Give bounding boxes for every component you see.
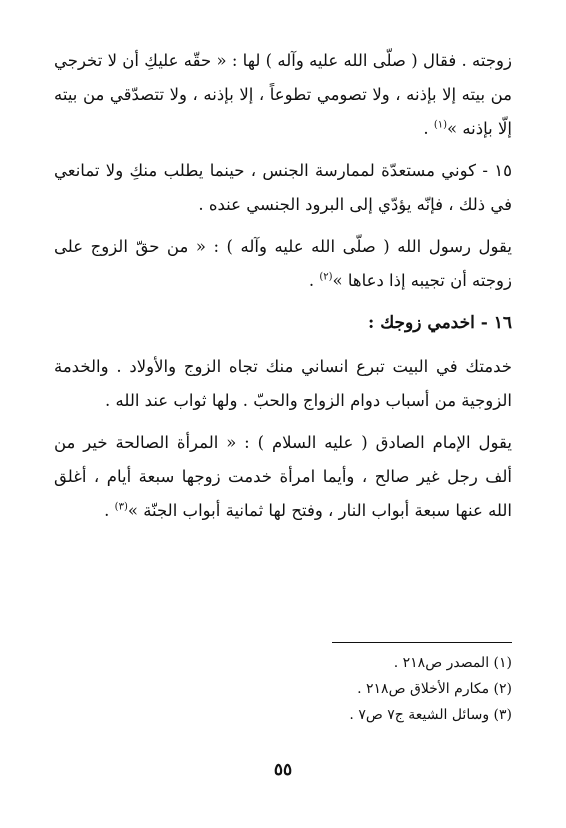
paragraph-3 (54, 230, 512, 298)
paragraph-1-end: . (423, 119, 434, 138)
main-text (54, 44, 512, 536)
footnote-1: (١) المصدر ص٢١٨ . (393, 655, 512, 671)
paragraph-5 (54, 426, 512, 528)
paragraph-3-text: يقول رسول الله ( صلّى الله عليه وآله ) : « من حقّ الزوج على زوجته أن تجيبه إذا دعاها » (54, 237, 512, 290)
footnote-ref-2: (٢) (319, 271, 333, 283)
paragraph-5-text: يقول الإمام الصادق ( عليه السلام ) : « المرأة الصالحة خير من ألف رجل غير صالح ، وأيما امرأة خدمت زوجها سبعة أيام ، أغلق الله عنها سبعة أبواب النار ، وفتح لها ثمانية أبواب الجنّة » (54, 433, 512, 520)
footnotes (54, 650, 512, 728)
footnote-ref-1: (١) (433, 119, 447, 131)
paragraph-3-end: . (308, 271, 320, 290)
footnote-divider (332, 642, 512, 643)
footnote-2: (٢) مكارم الأخلاق ص٢١٨ . (357, 681, 512, 697)
footnote-3: (٣) وسائل الشيعة ج٧ ص٧ . (349, 707, 512, 723)
paragraph-1 (54, 44, 512, 146)
paragraph-4 (54, 350, 512, 418)
paragraph-4-text: خدمتك في البيت تبرع انساني منك تجاه الزوج والأولاد . والخدمة الزوجية من أسباب دوام الزواج والحبّ . ولها ثواب عند الله . (54, 357, 512, 410)
footnote-ref-3: (٣) (114, 501, 128, 513)
paragraph-2 (54, 154, 512, 222)
paragraph-1-text: زوجته . فقال ( صلّى الله عليه وآله ) لها : « حقّه عليكِ أن لا تخرجي من بيته إلا بإذنه ، ولا تصومي تطوعاً ، إلا بإذنه ، ولا تتصدّقي من بيته إلّا بإذنه » (54, 51, 512, 138)
section-heading: ١٦ - اخدمي زوجك : (368, 313, 512, 333)
paragraph-2-text: ١٥ - كوني مستعدّة لممارسة الجنس ، حينما يطلب منكِ ولا تمانعي في ذلك ، فإنّه يؤدّي إلى البرود الجنسي عنده . (54, 161, 512, 214)
page-number: ٥٥ (273, 760, 293, 780)
paragraph-5-end: . (104, 501, 115, 520)
